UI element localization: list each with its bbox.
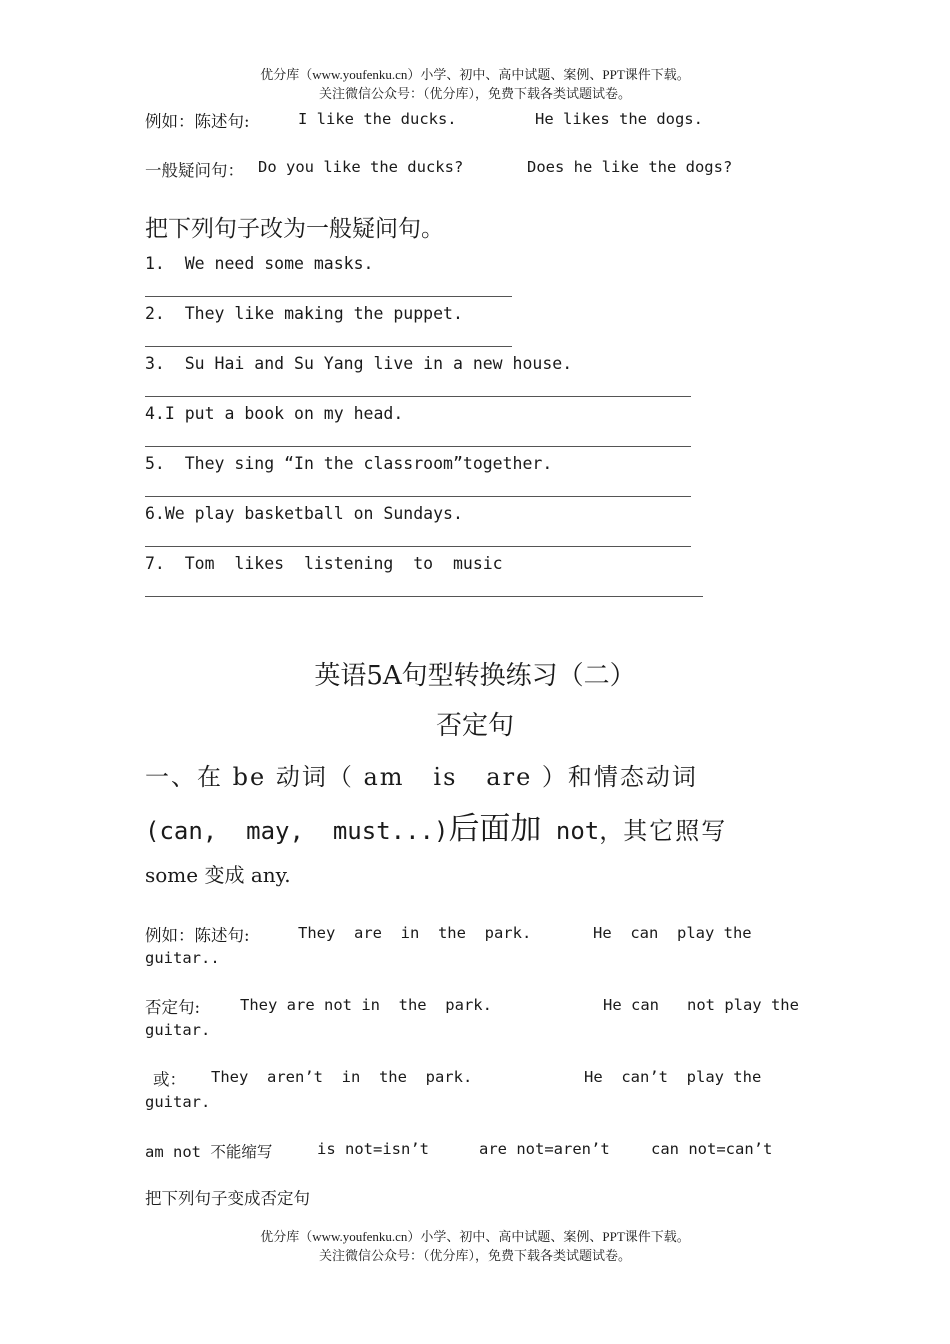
example2-statement-a: They are in the park. — [298, 924, 532, 942]
exercise-item: 6.We play basketball on Sundays. — [145, 504, 463, 523]
rule-modal-verbs: (can, may, must...) — [145, 817, 449, 845]
rule-add-not-text: 后面加 — [448, 811, 542, 847]
example-question-b: Does he like the dogs? — [527, 158, 733, 176]
answer-line — [145, 546, 691, 547]
example2-label: 例如：陈述句: — [145, 926, 250, 945]
part2-instruction: 把下列句子变成否定句 — [145, 1189, 310, 1208]
rule-line-1: 一、在 be 动词（ am is are ）和情态动词 — [145, 763, 698, 791]
answer-line — [145, 446, 691, 447]
answer-line — [145, 396, 691, 397]
rule-line-3: some 变成 any. — [145, 863, 291, 887]
or-b: He can’t play the — [584, 1068, 762, 1086]
negative-b: He can not play the — [603, 996, 799, 1014]
negative-a: They are not in the park. — [240, 996, 492, 1014]
or-label: 或： — [153, 1070, 186, 1089]
answer-line — [145, 346, 512, 347]
answer-line — [145, 596, 703, 597]
contraction-can-not: can not=can’t — [651, 1140, 773, 1158]
exercise-item: 5. They sing “In the classroom”together. — [145, 454, 553, 473]
negative-label: 否定句: — [145, 998, 201, 1017]
footer-line-1: 优分库（www.youfenku.cn）小学、初中、高中试题、案例、PPT课件下载。 — [260, 1229, 690, 1244]
rule-not-word: not， — [541, 817, 624, 845]
rule-other-text: 其它照写 — [623, 817, 728, 845]
contraction-am-not: am not 不能缩写 — [145, 1143, 273, 1161]
example-question-a: Do you like the ducks? — [258, 158, 464, 176]
exercise-item: 3. Su Hai and Su Yang live in a new house. — [145, 354, 573, 373]
example-statement-a: I like the ducks. — [298, 110, 457, 128]
example-label: 例如：陈述句: — [145, 112, 250, 131]
contraction-is-not: is not=isn’t — [317, 1140, 429, 1158]
rule-line-2 — [145, 803, 727, 848]
header-line-2: 关注微信公众号：（优分库），免费下载各类试题试卷。 — [318, 86, 631, 101]
exercise-item: 2. They like making the puppet. — [145, 304, 463, 323]
example-statement-b: He likes the dogs. — [535, 110, 703, 128]
example2-statement-b-cont: guitar.. — [145, 949, 220, 967]
footer-line-2: 关注微信公众号：（优分库），免费下载各类试题试卷。 — [318, 1248, 631, 1263]
part1-instruction: 把下列句子改为一般疑问句。 — [145, 216, 444, 242]
example2-statement-b: He can play the — [593, 924, 752, 942]
question-label: 一般疑问句： — [145, 161, 244, 180]
negative-b-cont: guitar. — [145, 1021, 211, 1039]
answer-line — [145, 496, 691, 497]
exercise-item: 7. Tom likes listening to music — [145, 554, 503, 573]
section-subtitle: 否定句 — [435, 711, 514, 741]
contraction-are-not: are not=aren’t — [479, 1140, 610, 1158]
exercise-item: 1. We need some masks. — [145, 254, 374, 273]
exercise-item: 4.I put a book on my head. — [145, 404, 404, 423]
answer-line — [145, 296, 512, 297]
section-title: 英语5A句型转换练习（二） — [314, 661, 636, 691]
or-a: They aren’t in the park. — [211, 1068, 473, 1086]
or-b-cont: guitar. — [145, 1093, 211, 1111]
header-line-1: 优分库（www.youfenku.cn）小学、初中、高中试题、案例、PPT课件下载。 — [260, 67, 690, 82]
